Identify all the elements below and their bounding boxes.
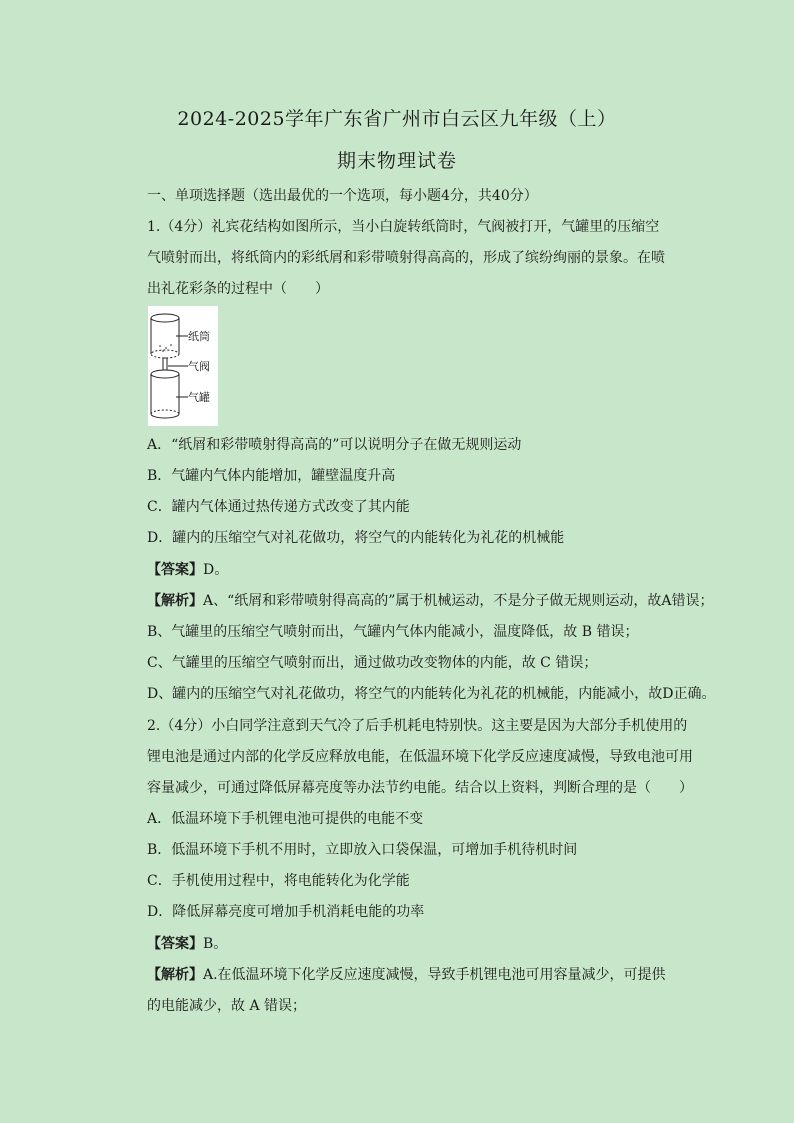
- answer-text: B。: [203, 936, 228, 952]
- q2-stem-line: 容量减少，可通过降低屏幕亮度等办法节约电能。结合以上资料，判断合理的是（ ）: [147, 780, 693, 796]
- section-heading: 一、单项选择题（选出最优的一个选项，每小题4分，共40分）: [147, 188, 538, 204]
- q1-option-d: D．罐内的压缩空气对礼花做功，将空气的内能转化为礼花的机械能: [147, 530, 565, 546]
- party-popper-figure: [148, 306, 218, 426]
- q2-stem-line: 2.（4分）小白同学注意到天气冷了后手机耗电特别快。这主要是因为大部分手机使用的: [147, 718, 688, 734]
- q2-analysis-line: [147, 965, 666, 985]
- answer-text: D。: [203, 562, 229, 578]
- label-valve: 气阀: [188, 360, 210, 373]
- q1-stem-line: 1.（4分）礼宾花结构如图所示，当小白旋转纸筒时，气阀被打开，气罐里的压缩空: [147, 219, 660, 235]
- q2-option-d: D．降低屏幕亮度可增加手机消耗电能的功率: [147, 904, 425, 920]
- q1-analysis-line: B、气罐里的压缩空气喷射而出，气罐内气体内能减小，温度降低，故 B 错误；: [147, 624, 639, 640]
- analysis-tag: 【解析】: [147, 593, 203, 609]
- exam-subtitle: 期末物理试卷: [336, 150, 457, 172]
- exam-title: 2024-2025学年广东省广州市白云区九年级（上）: [177, 108, 617, 130]
- analysis-text: A、“纸屑和彩带喷射得高高的”属于机械运动，不是分子做无规则运动，故A错误；: [203, 593, 714, 609]
- q2-answer: [147, 934, 227, 954]
- q1-analysis-line: [147, 591, 714, 611]
- q2-option-b: B．低温环境下手机不用时，立即放入口袋保温，可增加手机待机时间: [147, 842, 578, 858]
- q1-option-a: A．“纸屑和彩带喷射得高高的”可以说明分子在做无规则运动: [147, 437, 522, 453]
- answer-tag: 【答案】: [147, 562, 203, 578]
- q1-answer: [147, 560, 228, 580]
- q2-stem-line: 锂电池是通过内部的化学反应释放电能，在低温环境下化学反应速度减慢，导致电池可用: [147, 749, 693, 765]
- q2-option-a: A．低温环境下手机锂电池可提供的电能不变: [147, 811, 424, 827]
- q1-stem-line: 气喷射而出，将纸筒内的彩纸屑和彩带喷射得高高的，形成了缤纷绚丽的景象。在喷: [147, 250, 665, 266]
- q1-option-c: C．罐内气体通过热传递方式改变了其内能: [147, 499, 410, 515]
- q1-analysis-line: C、气罐里的压缩空气喷射而出，通过做功改变物体的内能，故 C 错误；: [147, 655, 598, 671]
- q2-analysis-line: 的电能减少，故 A 错误；: [147, 998, 307, 1014]
- label-paper-tube: 纸筒: [188, 330, 210, 343]
- q2-option-c: C．手机使用过程中，将电能转化为化学能: [147, 873, 410, 889]
- answer-tag: 【答案】: [147, 936, 203, 952]
- label-tank: 气罐: [188, 391, 210, 404]
- q1-stem-line: 出礼花彩条的过程中（ ）: [147, 281, 329, 297]
- party-popper-diagram: [148, 306, 218, 426]
- q1-analysis-line: D、罐内的压缩空气对礼花做功，将空气的内能转化为礼花的机械能，内能减小，故D正确。: [147, 686, 716, 702]
- analysis-text: A.在低温环境下化学反应速度减慢，导致手机锂电池可用容量减少，可提供: [203, 967, 666, 983]
- q1-option-b: B．气罐内气体内能增加，罐壁温度升高: [147, 468, 396, 484]
- analysis-tag: 【解析】: [147, 967, 203, 983]
